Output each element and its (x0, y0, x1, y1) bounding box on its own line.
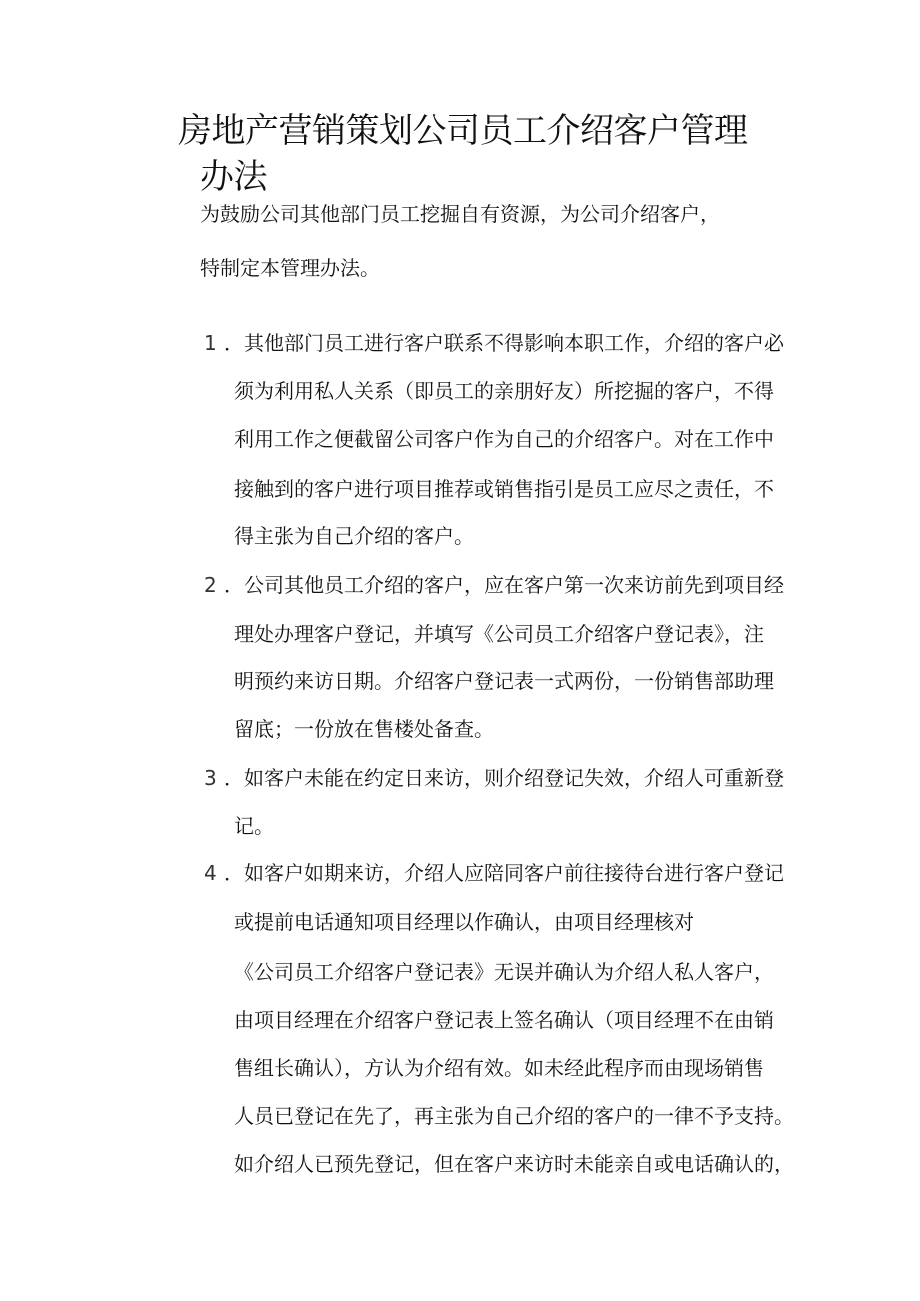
item-4-line-6: 人员已登记在先了，再主张为自己介绍的客户的一律不予支持。 (234, 1104, 794, 1128)
item-2-number: 2 (204, 573, 217, 597)
item-1-number: 1 (204, 331, 217, 355)
title-line-1: 房地产营销策划公司员工介绍客户管理 (178, 111, 748, 151)
item-1-line-5: 得主张为自己介绍的客户。 (234, 524, 474, 548)
item-4-line-1: ．如客户如期来访，介绍人应陪同客户前往接待台进行客户登记 (224, 861, 784, 885)
item-4-line-7: 如介绍人已预先登记，但在客户来访时未能亲自或电话确认的， (234, 1152, 794, 1176)
document-title (178, 108, 798, 200)
item-3-line-2: 记。 (234, 814, 274, 838)
item-4-number: 4 (204, 861, 217, 885)
item-1-line-2: 须为利用私人关系（即员工的亲朋好友）所挖掘的客户，不得 (234, 379, 774, 403)
intro-line-1: 为鼓励公司其他部门员工挖掘自有资源，为公司介绍客户， (200, 202, 720, 226)
item-3-number: 3 (204, 766, 217, 790)
item-2-line-3: 明预约来访日期。介绍客户登记表一式两份，一份销售部助理 (234, 669, 774, 693)
item-1-line-4: 接触到的客户进行项目推荐或销售指引是员工应尽之责任，不 (234, 477, 774, 501)
item-1-line-1: ．其他部门员工进行客户联系不得影响本职工作，介绍的客户必 (224, 331, 784, 355)
item-4-line-5: 售组长确认），方认为介绍有效。如未经此程序而由现场销售 (234, 1056, 764, 1080)
item-1-line-3: 利用工作之便截留公司客户作为自己的介绍客户。对在工作中 (234, 427, 774, 451)
item-4-line-2: 或提前电话通知项目经理以作确认，由项目经理核对 (234, 910, 694, 934)
title-line-2: 办法 (200, 157, 267, 197)
intro-line-2: 特制定本管理办法。 (200, 256, 380, 280)
item-4-line-4: 由项目经理在介绍客户登记表上签名确认（项目经理不在由销 (234, 1008, 774, 1032)
item-4-line-3: 《公司员工介绍客户登记表》无误并确认为介绍人私人客户， (234, 960, 774, 984)
item-2-line-1: ．公司其他员工介绍的客户，应在客户第一次来访前先到项目经 (224, 573, 784, 597)
item-2-line-2: 理处办理客户登记，并填写《公司员工介绍客户登记表》，注 (234, 622, 764, 646)
item-2-line-4: 留底；一份放在售楼处备查。 (234, 717, 494, 741)
item-3-line-1: ．如客户未能在约定日来访，则介绍登记失效，介绍人可重新登 (224, 766, 784, 790)
